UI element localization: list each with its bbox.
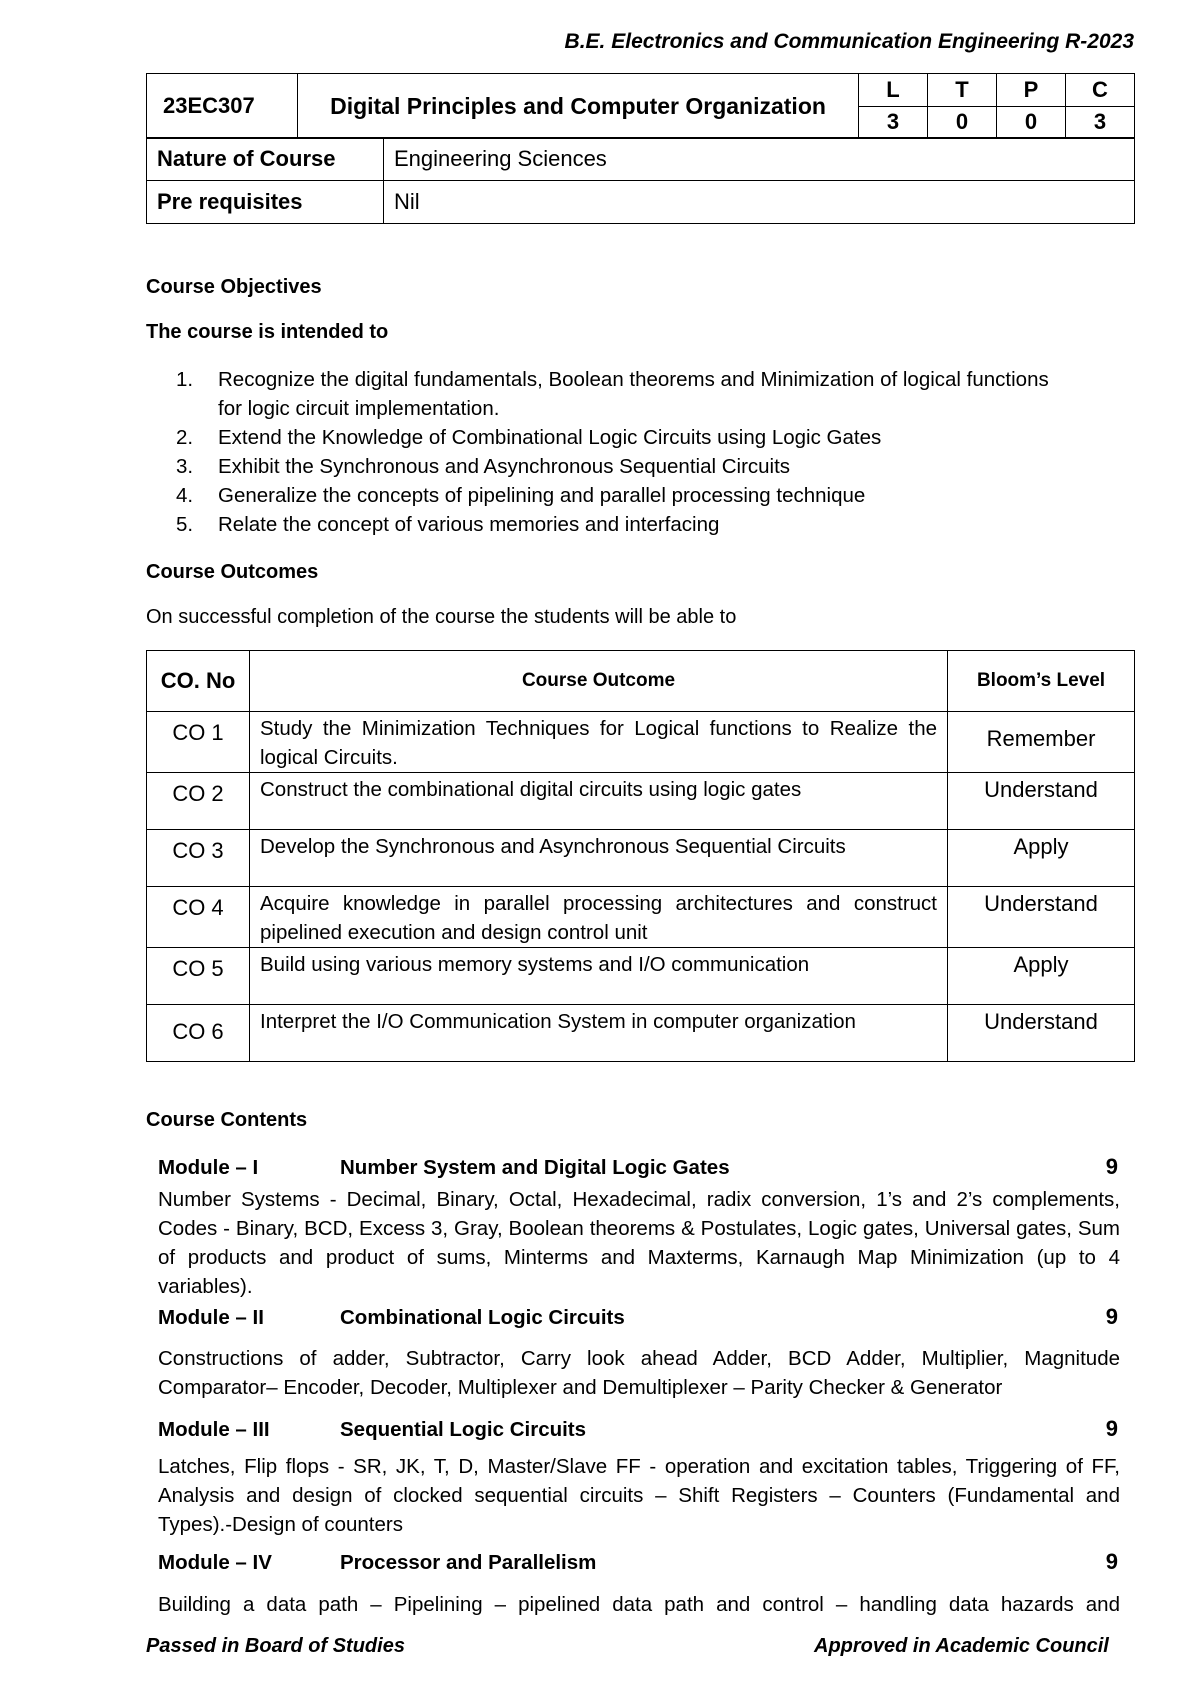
objectives-list bbox=[176, 365, 1126, 539]
footer-right: Approved in Academic Council bbox=[814, 1635, 1109, 1657]
table-row bbox=[147, 773, 1135, 830]
co-level: Understand bbox=[948, 1005, 1135, 1062]
co-text: Construct the combinational digital circuits using logic gates bbox=[250, 773, 948, 830]
objectives-intro: The course is intended to bbox=[146, 321, 389, 343]
ltpc-value-c: 3 bbox=[1066, 106, 1135, 139]
module-body: Building a data path – Pipelining – pipelined data path and control – handling data hazards and bbox=[158, 1593, 1120, 1616]
module-label: Module – I bbox=[158, 1156, 259, 1179]
module-title: Processor and Parallelism bbox=[340, 1551, 597, 1574]
footer-left: Passed in Board of Studies bbox=[146, 1635, 405, 1657]
co-level: Remember bbox=[948, 712, 1135, 773]
co-level: Apply bbox=[948, 830, 1135, 887]
column-header-blooms-level: Bloom’s Level bbox=[948, 651, 1135, 712]
co-text: Build using various memory systems and I/O communication bbox=[250, 948, 948, 1005]
ltpc-label-p: P bbox=[997, 74, 1066, 107]
page-header: B.E. Electronics and Communication Engineering R-2023 bbox=[564, 30, 1134, 53]
objective-number: 3. bbox=[176, 455, 194, 478]
module-body: Latches, Flip flops - SR, JK, T, D, Master/Slave FF - operation and excitation tables, Triggering of FF, Analysis and design of clocked sequential circuits – Shift Registers – Counters (Fundamental and Types).-Design of counters bbox=[158, 1455, 1120, 1536]
module-hours: 9 bbox=[1105, 1549, 1118, 1574]
co-level: Apply bbox=[948, 948, 1135, 1005]
objective-text: Extend the Knowledge of Combinational Logic Circuits using Logic Gates bbox=[218, 426, 882, 449]
co-number: CO 5 bbox=[147, 948, 250, 1005]
ltpc-value-l: 3 bbox=[859, 106, 928, 139]
module-title: Combinational Logic Circuits bbox=[340, 1306, 625, 1329]
course-outcomes-table bbox=[146, 650, 1135, 1062]
co-text: Interpret the I/O Communication System in computer organization bbox=[250, 1005, 948, 1062]
objectives-heading: Course Objectives bbox=[146, 276, 322, 298]
ltpc-value-p: 0 bbox=[997, 106, 1066, 139]
co-level: Understand bbox=[948, 887, 1135, 948]
list-item bbox=[176, 510, 1126, 539]
module-hours: 9 bbox=[1105, 1416, 1118, 1441]
module-label: Module – III bbox=[158, 1418, 270, 1441]
course-title-table bbox=[146, 73, 1135, 139]
ltpc-label-c: C bbox=[1066, 74, 1135, 107]
co-number: CO 2 bbox=[147, 773, 250, 830]
ltpc-label-l: L bbox=[859, 74, 928, 107]
list-item bbox=[176, 452, 1126, 481]
co-number: CO 6 bbox=[147, 1005, 250, 1062]
objective-text: Generalize the concepts of pipelining and parallel processing technique bbox=[218, 484, 866, 507]
module-hours: 9 bbox=[1105, 1154, 1118, 1179]
list-item bbox=[176, 365, 1126, 423]
objective-number: 2. bbox=[176, 426, 194, 449]
column-header-co-no: CO. No bbox=[147, 651, 250, 712]
column-header-outcome: Course Outcome bbox=[250, 651, 948, 712]
module-body: Number Systems - Decimal, Binary, Octal, Hexadecimal, radix conversion, 1’s and 2’s complements, Codes - Binary, BCD, Excess 3, Gray, Boolean theorems & Postulates, Logic gates, Universal gates, Sum of products and product of sums, Minterms and Maxterms, Karnaugh Map Minimization (up to 4 variables). bbox=[158, 1188, 1120, 1298]
objective-number: 4. bbox=[176, 484, 194, 507]
module-body: Constructions of adder, Subtractor, Carry look ahead Adder, BCD Adder, Multiplier, Magnitude Comparator– Encoder, Decoder, Multiplexer and Demultiplexer – Parity Checker & Generator bbox=[158, 1347, 1120, 1399]
objective-number: 1. bbox=[176, 368, 194, 391]
co-number: CO 4 bbox=[147, 887, 250, 948]
nature-value: Engineering Sciences bbox=[384, 138, 1135, 181]
ltpc-label-t: T bbox=[928, 74, 997, 107]
co-text: Acquire knowledge in parallel processing architectures and construct pipelined execution and design control unit bbox=[250, 887, 948, 948]
module-title: Sequential Logic Circuits bbox=[340, 1418, 587, 1441]
list-item bbox=[176, 481, 1126, 510]
ltpc-value-t: 0 bbox=[928, 106, 997, 139]
table-row bbox=[147, 712, 1135, 773]
objective-number: 5. bbox=[176, 513, 194, 536]
module-hours: 9 bbox=[1105, 1304, 1118, 1329]
module-title: Number System and Digital Logic Gates bbox=[340, 1156, 730, 1179]
table-row bbox=[147, 1005, 1135, 1062]
co-level: Understand bbox=[948, 773, 1135, 830]
objective-text: Relate the concept of various memories and interfacing bbox=[218, 513, 720, 536]
module-label: Module – II bbox=[158, 1306, 264, 1329]
outcomes-heading: Course Outcomes bbox=[146, 561, 319, 583]
table-row bbox=[147, 948, 1135, 1005]
module-label: Module – IV bbox=[158, 1551, 272, 1574]
list-item bbox=[176, 423, 1126, 452]
objective-text: for logic circuit implementation. bbox=[218, 397, 500, 420]
table-row bbox=[147, 887, 1135, 948]
prereq-label: Pre requisites bbox=[147, 181, 384, 224]
outcomes-intro: On successful completion of the course the students will be able to bbox=[146, 606, 737, 628]
prereq-value: Nil bbox=[384, 181, 1135, 224]
co-number: CO 3 bbox=[147, 830, 250, 887]
nature-label: Nature of Course bbox=[147, 138, 384, 181]
objective-text: Exhibit the Synchronous and Asynchronous Sequential Circuits bbox=[218, 455, 791, 478]
co-text: Develop the Synchronous and Asynchronous Sequential Circuits bbox=[250, 830, 948, 887]
course-code: 23EC307 bbox=[147, 74, 298, 139]
co-text: Study the Minimization Techniques for Logical functions to Realize the logical Circuits. bbox=[250, 712, 948, 773]
course-info-table bbox=[146, 137, 1135, 224]
table-row bbox=[147, 830, 1135, 887]
course-title: Digital Principles and Computer Organization bbox=[298, 74, 859, 139]
co-number: CO 1 bbox=[147, 712, 250, 773]
objective-text: Recognize the digital fundamentals, Boolean theorems and Minimization of logical functions bbox=[218, 368, 1049, 391]
contents-heading: Course Contents bbox=[146, 1109, 308, 1131]
